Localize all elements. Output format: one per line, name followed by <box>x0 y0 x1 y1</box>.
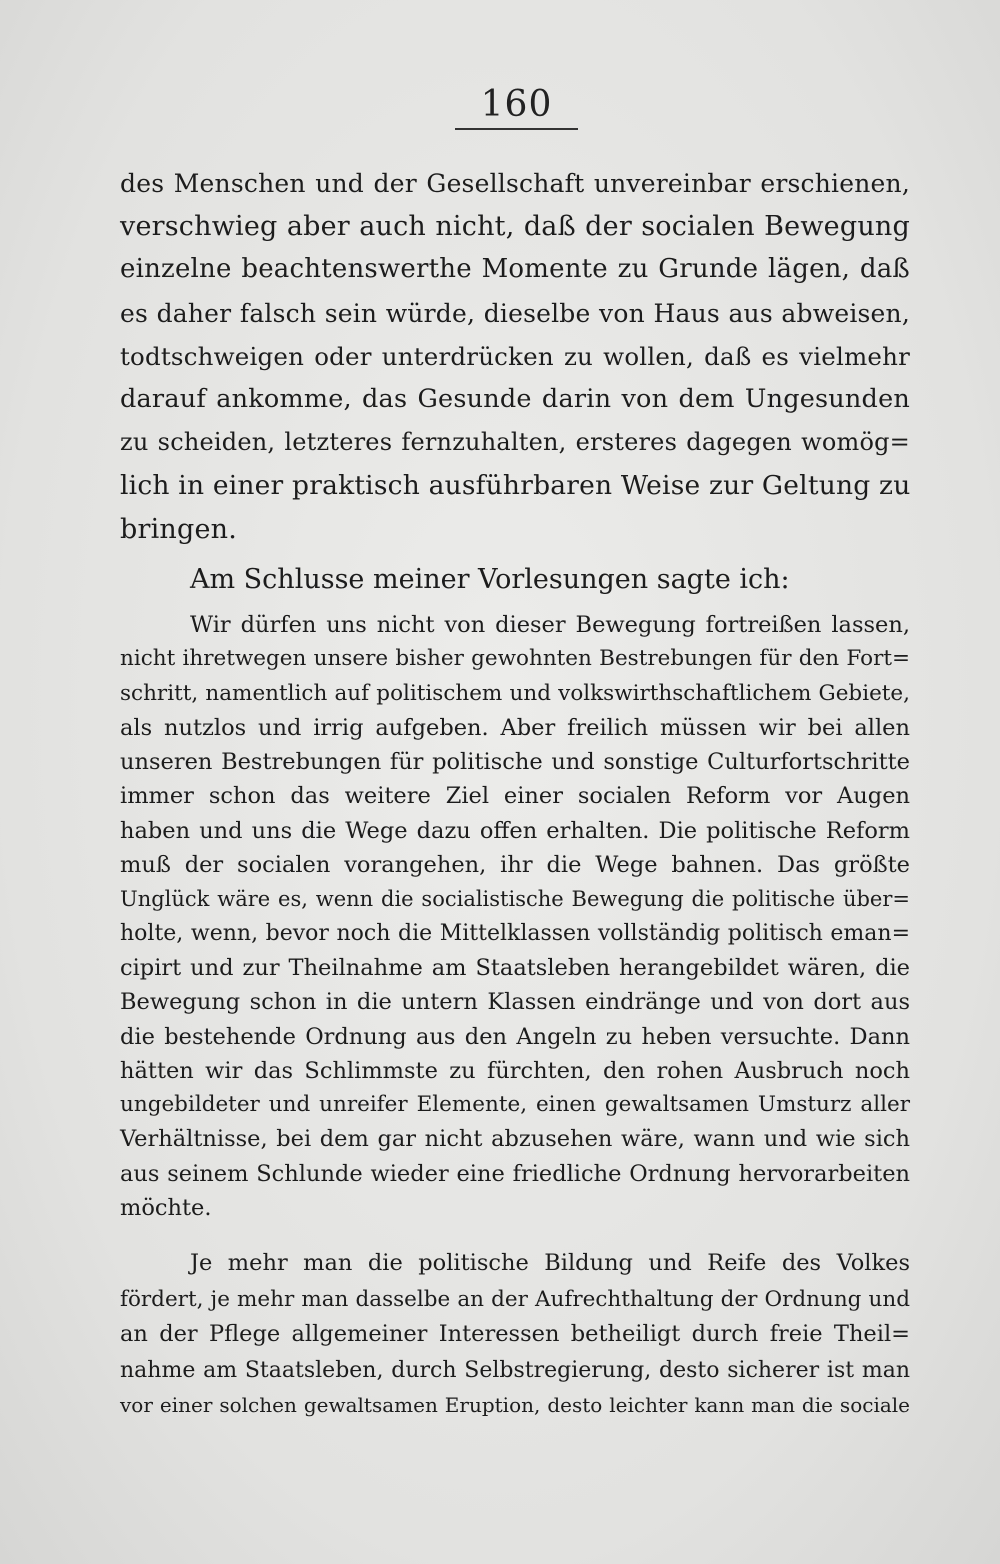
text-line: todtschweigen oder unterdrücken zu wollen, daß es vielmehr <box>120 341 910 371</box>
text-line: haben und uns die Wege dazu offen erhalten. Die politische Reform <box>120 817 910 844</box>
text-line: fördert, je mehr man dasselbe an der Aufrechthaltung der Ordnung und <box>120 1286 910 1312</box>
text-line: nicht ihretwegen unsere bisher gewohnten Bestrebungen für den Fort= <box>120 646 910 672</box>
text-line: immer schon das weitere Ziel einer socialen Reform vor Augen <box>120 783 910 810</box>
text-line: als nutzlos und irrig aufgeben. Aber freilich müssen wir bei allen <box>120 714 910 741</box>
text-line: Je mehr man die politische Bildung und Reife des Volkes <box>190 1250 910 1276</box>
paragraph-1 <box>120 162 910 551</box>
text-line: Am Schlusse meiner Vorlesungen sagte ich: <box>190 564 790 595</box>
text-line: Verhältnisse, bei dem gar nicht abzusehen wäre, wann und wie sich <box>120 1126 910 1153</box>
text-line: an der Pflege allgemeiner Interessen betheiligt durch freie Theil= <box>120 1321 910 1347</box>
text-line: nahme am Staatsleben, durch Selbstregierung, desto sicherer ist man <box>120 1357 910 1383</box>
text-line: darauf ankomme, das Gesunde darin von dem Ungesunden <box>120 384 910 415</box>
text-line: Bewegung schon in die untern Klassen eindränge und von dort aus <box>120 989 910 1016</box>
text-line: hätten wir das Schlimmste zu fürchten, den rohen Ausbruch noch <box>120 1057 910 1084</box>
header-rule <box>455 128 578 130</box>
text-line: bringen. <box>120 513 238 545</box>
quote-paragraph <box>120 608 910 1225</box>
text-line: cipirt und zur Theilnahme am Staatsleben herangebildet wären, die <box>120 954 910 981</box>
text-line: muß der socialen vorangehen, ihr die Wege bahnen. Das größte <box>120 852 910 879</box>
text-line: vor einer solchen gewaltsamen Eruption, desto leichter kann man die sociale <box>120 1393 910 1417</box>
text-line: Unglück wäre es, wenn die socialistische Bewegung die politische über= <box>120 887 910 912</box>
text-line: es daher falsch sein würde, dieselbe von Haus aus abweisen, <box>120 298 910 328</box>
text-line: lich in einer praktisch ausführbaren Weise zur Geltung zu <box>120 470 911 502</box>
text-line: holte, wenn, bevor noch die Mittelklassen vollständig politisch eman= <box>120 920 910 946</box>
text-line: verschwieg aber auch nicht, daß der socialen Bewegung <box>120 211 910 243</box>
paragraph-4 <box>120 1246 910 1424</box>
text-line: ungebildeter und unreifer Elemente, einen gewaltsamen Umsturz aller <box>120 1092 910 1118</box>
text-line: Wir dürfen uns nicht von dieser Bewegung fortreißen lassen, <box>190 612 910 638</box>
text-line: möchte. <box>120 1195 212 1222</box>
page-number: 160 <box>480 84 553 125</box>
text-line: einzelne beachtenswerthe Momente zu Grunde lägen, daß <box>120 254 910 285</box>
text-line: die bestehende Ordnung aus den Angeln zu heben versuchte. Dann <box>120 1023 910 1050</box>
paragraph-2 <box>120 558 910 601</box>
text-line: des Menschen und der Gesellschaft unvereinbar erschienen, <box>120 169 910 198</box>
text-line: schritt, namentlich auf politischem und volkswirthschaftlichem Gebiete, <box>120 680 910 706</box>
text-line: aus seinem Schlunde wieder eine friedliche Ordnung hervorarbeiten <box>120 1160 910 1187</box>
text-line: unseren Bestrebungen für politische und sonstige Culturfortschritte <box>120 749 910 776</box>
text-line: zu scheiden, letzteres fernzuhalten, ersteres dagegen womög= <box>120 428 910 457</box>
